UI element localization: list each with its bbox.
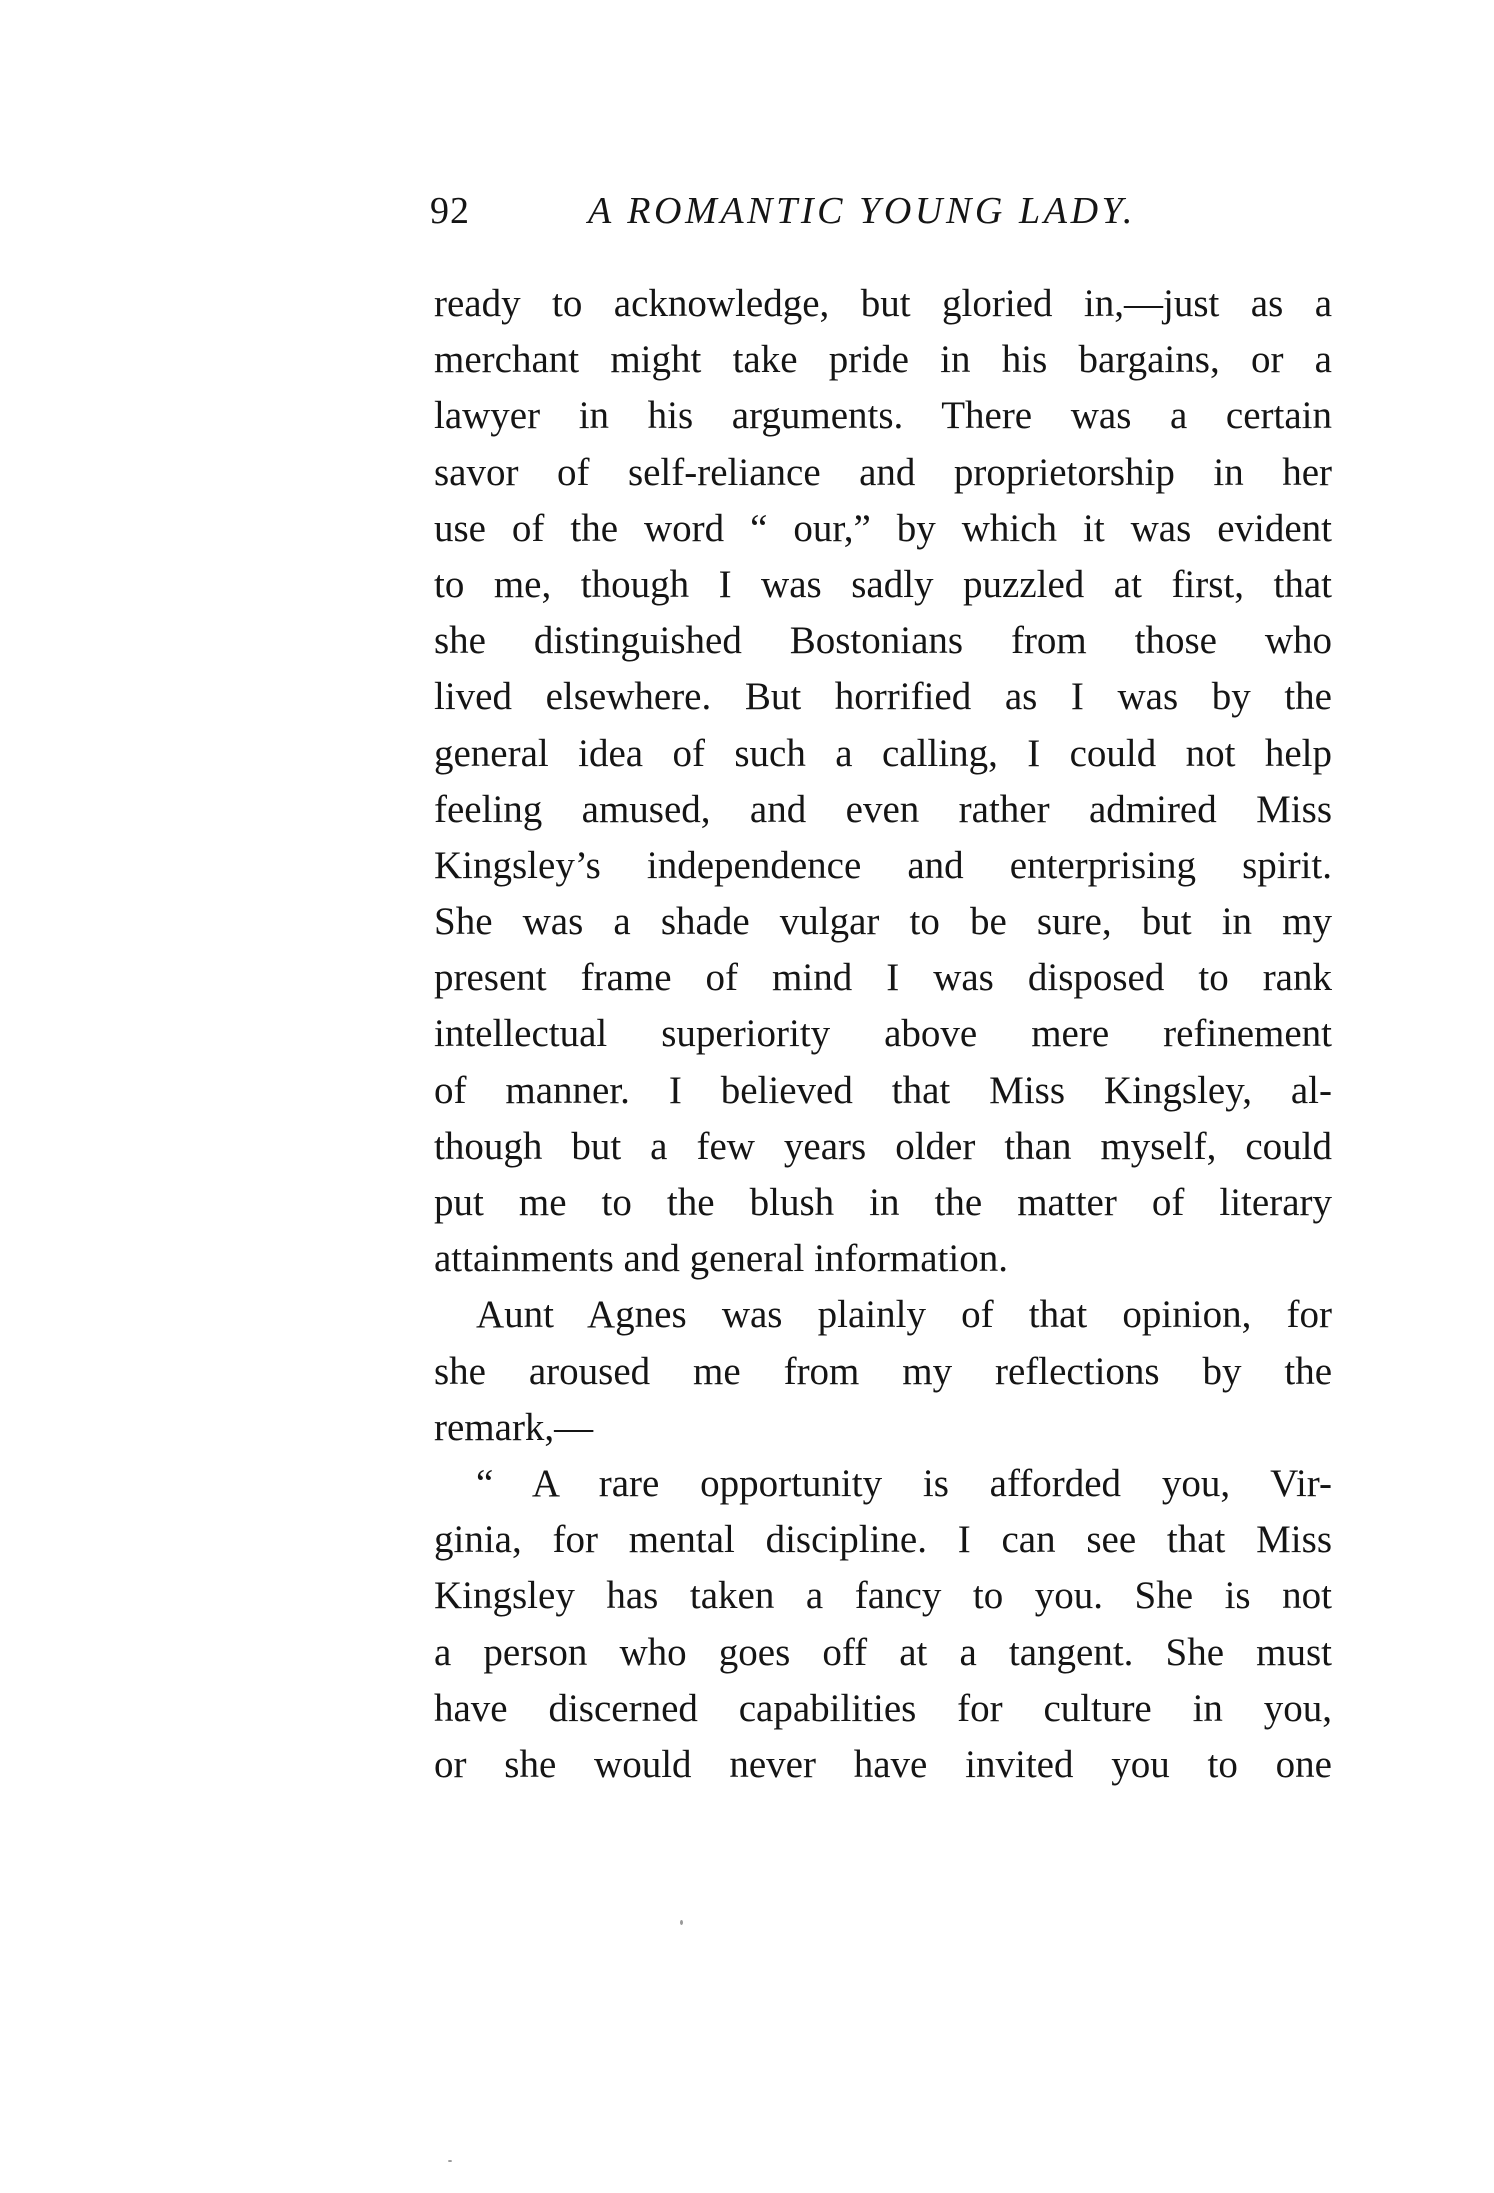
text-line: savor of self-reliance and proprietorship in her: [434, 450, 1332, 494]
text-line: ready to acknowledge, but gloried in,—just as a: [434, 282, 1332, 325]
text-line: intellectual superiority above mere refinement: [434, 1012, 1332, 1056]
running-title: A ROMANTIC YOUNG LADY.: [588, 190, 1136, 232]
text-line: lawyer in his arguments. There was a certain: [434, 394, 1332, 438]
text-line: or she would never have invited you to one: [434, 1742, 1332, 1786]
text-line: use of the word “ our,” by which it was evident: [434, 506, 1332, 550]
text-line: put me to the blush in the matter of literary: [434, 1181, 1332, 1224]
text-line: she aroused me from my reflections by the: [434, 1349, 1332, 1393]
page-number: 92: [430, 190, 470, 232]
text-line: lived elsewhere. But horrified as I was by the: [434, 675, 1332, 719]
text-line: she distinguished Bostonians from those who: [434, 619, 1332, 663]
text-line: “ A rare opportunity is afforded you, Vir-: [476, 1461, 1332, 1505]
text-line: ginia, for mental discipline. I can see that Miss: [434, 1518, 1332, 1562]
text-line: merchant might take pride in his bargains, or a: [434, 338, 1332, 382]
text-line: attainments and general information.: [434, 1237, 1008, 1281]
text-line: of manner. I believed that Miss Kingsley, al-: [434, 1068, 1332, 1112]
body-text: [434, 276, 1332, 1793]
text-line: Kingsley’s independence and enterprising spirit.: [434, 843, 1332, 887]
paper-speck: [448, 2160, 452, 2162]
text-line: have discerned capabilities for culture in you,: [434, 1686, 1332, 1730]
text-line: feeling amused, and even rather admired Miss: [434, 787, 1332, 831]
text-line: to me, though I was sadly puzzled at first, that: [434, 562, 1332, 606]
text-line: general idea of such a calling, I could not help: [434, 731, 1332, 775]
text-line: Aunt Agnes was plainly of that opinion, for: [476, 1293, 1332, 1337]
text-line: remark,—: [434, 1405, 594, 1449]
text-line: though but a few years older than myself, could: [434, 1124, 1332, 1168]
text-line: Kingsley has taken a fancy to you. She is not: [434, 1574, 1332, 1618]
running-head: [430, 186, 1330, 236]
paper-speck: [680, 1920, 683, 1925]
text-line: She was a shade vulgar to be sure, but in my: [434, 900, 1332, 944]
text-line: present frame of mind I was disposed to rank: [434, 956, 1332, 1000]
text-line: a person who goes off at a tangent. She must: [434, 1630, 1332, 1674]
